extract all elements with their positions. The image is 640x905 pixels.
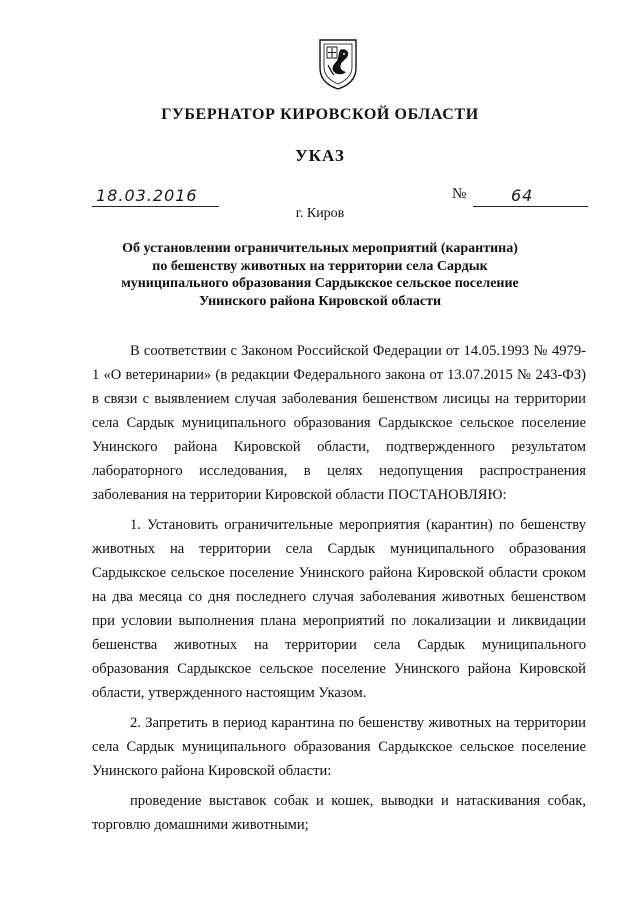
paragraph-preamble: В соответствии с Законом Российской Федерации от 14.05.1993 № 4979-1 «О ветеринарии» (в редакции Федерального закона от 13.07.2015 № 243-ФЗ) в связи с выявлением случая заболевания бешенством лисицы на территории села Сардык муниципального образования Сардыкское сельское поселение Унинского района Кировской области, подтвержденного результатом лабораторного исследования, в целях недопущения распространения заболевания на территории Кировской области ПОСТАНОВЛЯЮ:	[92, 343, 586, 503]
number-label: №	[452, 186, 467, 202]
paragraph-subitem: проведение выставок собак и кошек, выводки и натаскивания собак, торговлю домашними животными;	[92, 793, 586, 833]
document-body	[92, 339, 586, 843]
handwritten-number: 64	[511, 186, 534, 205]
title-line-2: по бешенству животных на территории села Сардык	[152, 258, 488, 274]
document-title	[90, 240, 550, 310]
coat-of-arms-icon	[317, 38, 359, 90]
paragraph-item-2: 2. Запретить в период карантина по бешенству животных на территории села Сардык муниципального образования Сардыкское сельское поселение Унинского района Кировской области:	[92, 715, 586, 779]
number-field	[473, 182, 588, 207]
issuing-authority: ГУБЕРНАТОР КИРОВСКОЙ ОБЛАСТИ	[161, 106, 479, 123]
handwritten-date: 18.03.2016	[96, 186, 198, 205]
document-type: УКАЗ	[295, 146, 345, 165]
city-name: г. Киров	[295, 206, 345, 221]
title-line-3: муниципального образования Сардыкское сельское поселение	[121, 276, 519, 291]
date-field	[92, 182, 219, 207]
title-line-1: Об установлении ограничительных мероприятий (карантина)	[122, 241, 518, 256]
title-line-4: Унинского района Кировской области	[198, 293, 442, 309]
paragraph-item-1: 1. Установить ограничительные мероприятия (карантин) по бешенству животных на территории села Сардык муниципального образования Сардыкское сельское поселение Унинского района Кировской области сроком на два месяца со дня последнего случая заболевания животных бешенством при условии выполнения плана мероприятий по локализации и ликвидации бешенства животных на территории села Сардык муниципального образования Сардыкское сельское поселение Унинского района Кировской области, утвержденного настоящим Указом.	[92, 517, 586, 701]
